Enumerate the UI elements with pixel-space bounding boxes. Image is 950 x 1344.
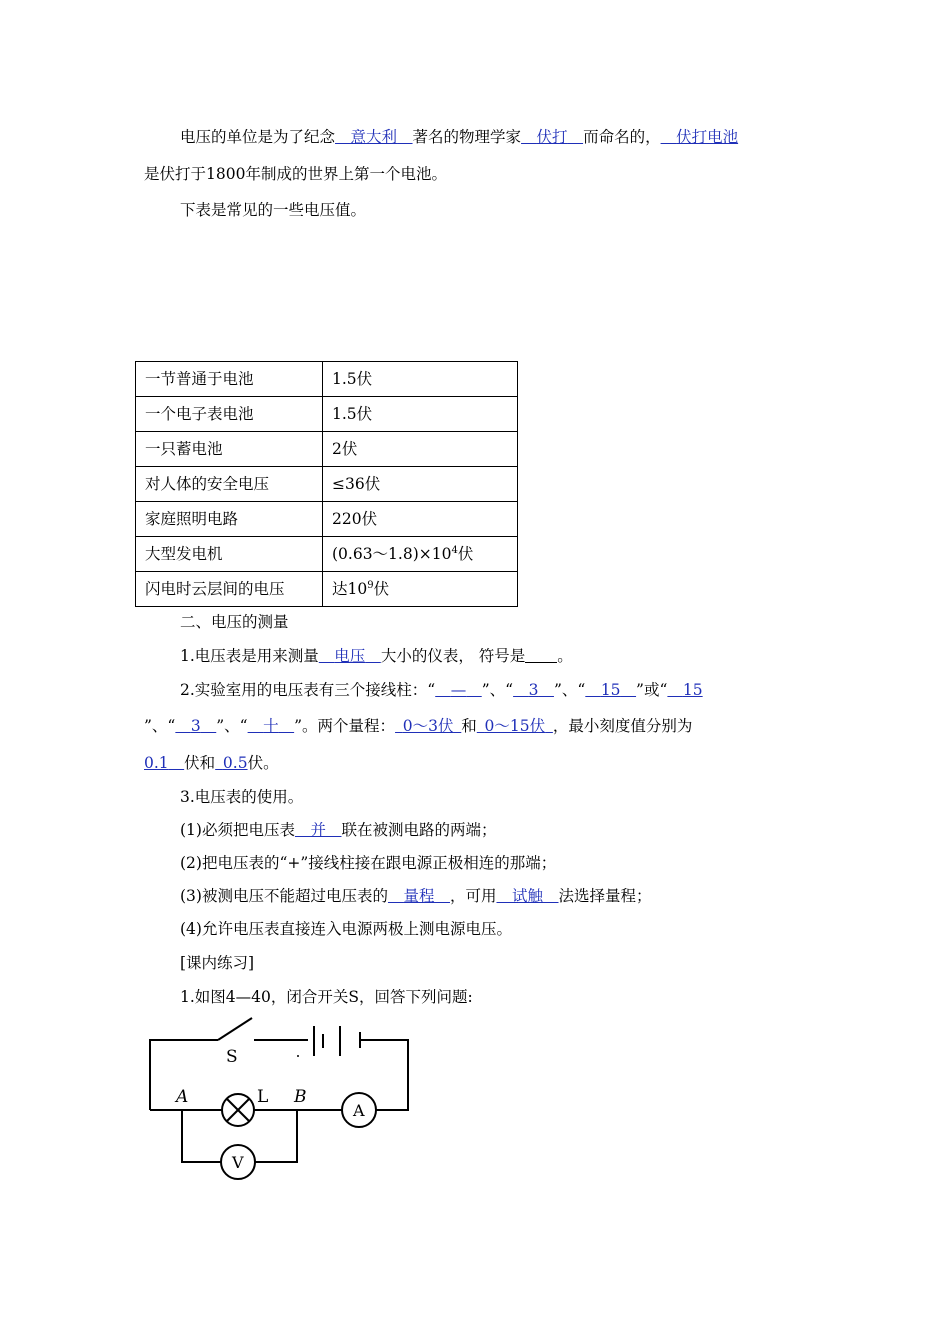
table-row: 闪电时云层间的电压 达$10^9$伏 xyxy=(136,572,518,607)
answer-terminal-3-alt: 3 xyxy=(190,717,201,735)
answer-trial-touch: 试触 xyxy=(512,887,544,905)
answer-range-small: 0～3伏 xyxy=(402,717,454,735)
symbol-blank xyxy=(525,648,557,663)
usage-2: (2)把电压表的“+”接线柱接在跟电源正极相连的那端； xyxy=(180,854,557,872)
answer-min-scale-2: 0.5 xyxy=(222,754,248,772)
table-row: 对人体的安全电压 ≤36伏 xyxy=(136,467,518,502)
lamp-label: L xyxy=(257,1087,269,1107)
circuit-diagram xyxy=(140,1010,420,1190)
table-row: 家庭照明电路 220伏 xyxy=(136,502,518,537)
intro-line-1: 电压的单位是为了纪念 意大利 著名的物理学家 伏打 而命名的， 伏打电池 xyxy=(180,128,739,146)
exercise-question-1: 1.如图4—40，闭合开关S，回答下列问题: xyxy=(180,988,473,1006)
battery-dot xyxy=(297,1055,299,1057)
answer-italy: 意大利 xyxy=(350,128,398,146)
item-1: 1.电压表是用来测量 电压 大小的仪表， 符号是 。 xyxy=(180,647,573,665)
voltmeter-symbol: V xyxy=(232,1153,244,1172)
answer-range-large: 0～15伏 xyxy=(484,717,546,735)
item-2-line-1: 2.实验室用的电压表有三个接线柱：“ — ”、“ 3 ”、“ 15 ”或“ 15 xyxy=(180,681,703,699)
answer-parallel: 并 xyxy=(310,821,326,839)
table-row: 一只蓄电池 2伏 xyxy=(136,432,518,467)
answer-terminal-15-alt: 15 xyxy=(682,681,703,699)
table-row: 一节普通于电池 1.5伏 xyxy=(136,362,518,397)
item-2-line-2: ”、“ 3 ”、“ 十 ”。两个量程： 0～3伏 和 0～15伏 ，最小刻度值分别为 xyxy=(144,717,693,735)
intro-line-3: 下表是常见的一些电压值。 xyxy=(180,201,367,219)
answer-terminal-minus: — xyxy=(450,681,467,699)
ammeter-symbol: A xyxy=(353,1101,365,1120)
answer-terminal-plus: 十 xyxy=(263,717,279,735)
item-3: 3.电压表的使用。 xyxy=(180,788,304,806)
item-2-line-3: 0.1 伏和 0.5伏。 xyxy=(144,754,279,772)
usage-3: (3)被测电压不能超过电压表的 量程 ，可用 试触 法选择量程； xyxy=(180,887,652,905)
voltage-table xyxy=(135,361,518,607)
point-b-label: B xyxy=(294,1087,307,1107)
switch-label: S xyxy=(226,1047,238,1067)
table-row: 大型发电机 $(0.63\sim 1.8)\times 10^4$伏 xyxy=(136,537,518,572)
answer-voltage: 电压 xyxy=(334,647,366,665)
section2-heading: 二、电压的测量 xyxy=(180,613,289,631)
answer-range: 量程 xyxy=(403,887,435,905)
point-a-label: A xyxy=(176,1087,189,1107)
usage-1: (1)必须把电压表 并 联在被测电路的两端； xyxy=(180,821,497,839)
switch-blade xyxy=(218,1018,252,1040)
wire-right xyxy=(360,1040,408,1110)
answer-volta: 伏打 xyxy=(536,128,568,146)
answer-min-scale-1: 0.1 xyxy=(144,754,169,772)
answer-terminal-15: 15 xyxy=(600,681,621,699)
usage-4: (4)允许电压表直接连入电源两极上测电源电压。 xyxy=(180,920,512,938)
intro-line-2: 是伏打于1800年制成的世界上第一个电池。 xyxy=(144,165,447,183)
answer-terminal-3: 3 xyxy=(528,681,539,699)
exercise-heading: [课内练习] xyxy=(180,954,255,972)
table-row: 一个电子表电池 1.5伏 xyxy=(136,397,518,432)
answer-volta-battery: 伏打电池 xyxy=(676,128,739,146)
